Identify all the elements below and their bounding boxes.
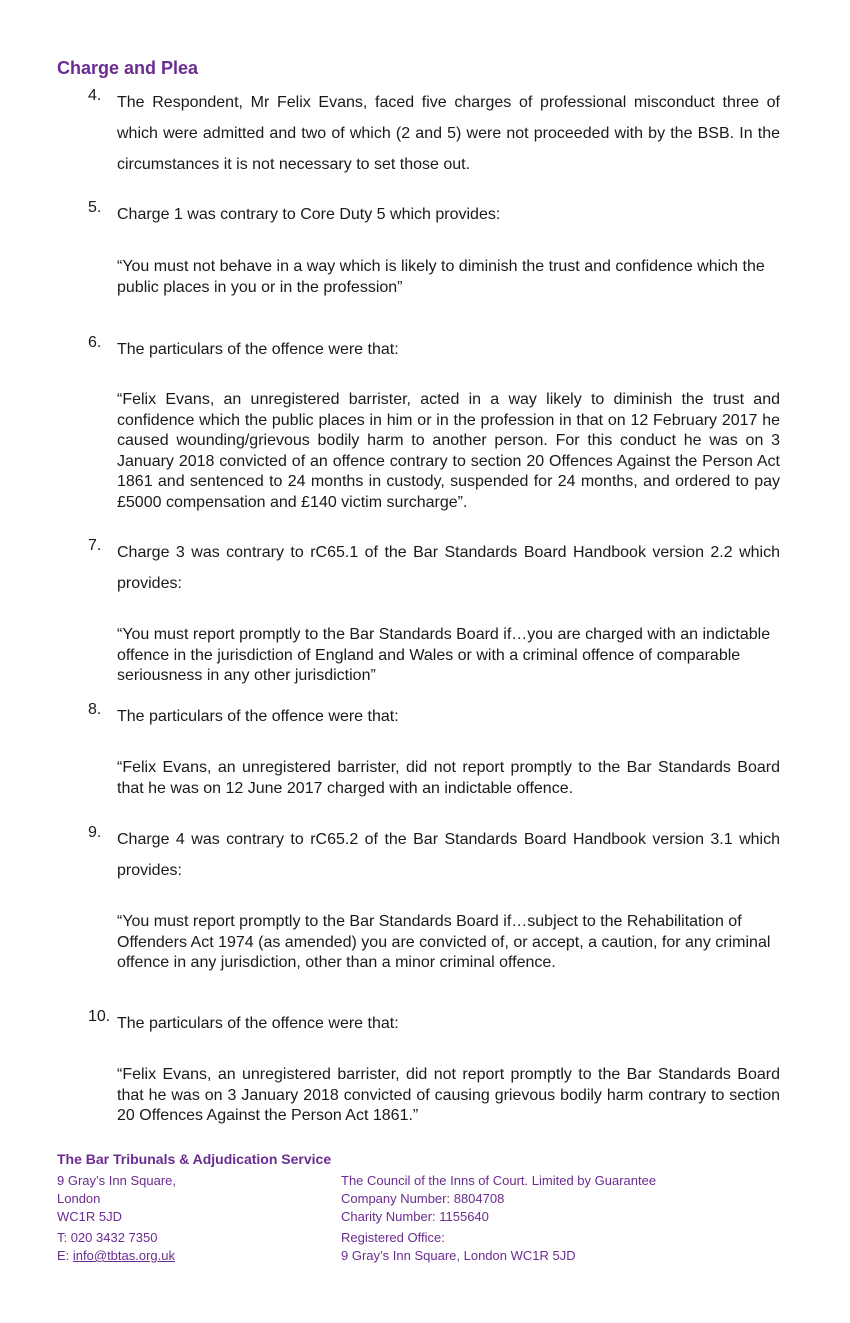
quote-rc65-2: “You must report promptly to the Bar Standards Board if…subject to the Rehabilitation of Offenders Act 1974 (as amended) you are convicted of, or accept, a caution, for any criminal offence in any jurisdiction, other than a minor criminal offence.: [117, 913, 771, 971]
paragraph-text: The Respondent, Mr Felix Evans, faced five charges of professional misconduct three of which were admitted and two of which (2 and 5) were not proceeded with by the BSB. In the circumstances it is not necessary to set those out.: [117, 94, 780, 173]
paragraph-text: The particulars of the offence were that:: [117, 708, 399, 725]
paragraph-7: [88, 537, 780, 599]
footer-registered-label: Registered Office:: [341, 1230, 445, 1245]
footer-charity-number: Charity Number: 1155640: [341, 1209, 489, 1224]
paragraph-text: Charge 4 was contrary to rC65.2 of the Bar Standards Board Handbook version 3.1 which provides:: [117, 831, 780, 879]
paragraph-text: The particulars of the offence were that:: [117, 341, 399, 358]
paragraph-number: 10.: [88, 1008, 111, 1025]
paragraph-number: 4.: [88, 87, 102, 104]
quote-particulars-charge-4: “Felix Evans, an unregistered barrister, did not report promptly to the Bar Standards Board that he was on 3 January 2018 convicted of causing grievous bodily harm contrary to section 20 Offences Against the Person Act 1861.”: [117, 1066, 780, 1124]
footer-email-prefix: E:: [57, 1248, 73, 1263]
paragraph-4: [88, 87, 780, 180]
paragraph-6: [88, 334, 780, 365]
footer-email-line: [57, 1247, 176, 1265]
footer-phone: T: 020 3432 7350: [57, 1230, 158, 1245]
quote-rc65-1: “You must report promptly to the Bar Standards Board if…you are charged with an indictable offence in the jurisdiction of England and Wales or with a criminal offence of comparable seriousness in any other jurisdiction”: [117, 626, 771, 684]
paragraph-9: [88, 824, 780, 886]
footer-contact: [57, 1172, 176, 1265]
footer-organisation-name: The Bar Tribunals & Adjudication Service: [57, 1151, 332, 1167]
section-heading: Charge and Plea: [57, 58, 199, 78]
quote-particulars-charge-3: “Felix Evans, an unregistered barrister, did not report promptly to the Bar Standards Board that he was on 12 June 2017 charged with an indictable offence.: [117, 759, 780, 797]
paragraph-text: Charge 1 was contrary to Core Duty 5 which provides:: [117, 206, 501, 223]
paragraph-5: [88, 199, 780, 230]
footer-email-link[interactable]: info@tbtas.org.uk: [72, 1248, 175, 1263]
footer-address-line: WC1R 5JD: [57, 1209, 123, 1224]
paragraph-number: 5.: [88, 199, 102, 216]
paragraph-number: 8.: [88, 701, 102, 718]
footer-company-number: Company Number: 8804708: [341, 1191, 505, 1206]
paragraph-text: Charge 3 was contrary to rC65.1 of the Bar Standards Board Handbook version 2.2 which provides:: [117, 544, 780, 592]
footer-address-line: 9 Gray’s Inn Square,: [57, 1173, 176, 1188]
footer-registered-address: 9 Gray’s Inn Square, London WC1R 5JD: [341, 1248, 576, 1263]
footer-company-line: The Council of the Inns of Court. Limited by Guarantee: [341, 1173, 657, 1188]
paragraph-10: [88, 1008, 780, 1039]
quote-core-duty-5: “You must not behave in a way which is likely to diminish the trust and confidence which the public places in you or in the profession”: [117, 258, 765, 296]
footer-address-line: London: [57, 1191, 101, 1206]
footer-company-info: [341, 1172, 656, 1265]
paragraph-number: 7.: [88, 537, 102, 554]
paragraph-number: 6.: [88, 334, 102, 351]
paragraph-text: The particulars of the offence were that:: [117, 1015, 399, 1032]
paragraph-number: 9.: [88, 824, 102, 841]
quote-particulars-charge-1: “Felix Evans, an unregistered barrister, acted in a way likely to diminish the trust and confidence which the public places in him or in the profession in that on 12 February 2017 he caused wounding/grievous bodily harm to another person. For this conduct he was on 3 January 2018 convicted of an offence contrary to section 20 Offences Against the Person Act 1861 and sentenced to 24 months in custody, suspended for 24 months, and ordered to pay £5000 compensation and £140 victim surcharge”.: [117, 391, 780, 511]
paragraph-8: [88, 701, 780, 732]
